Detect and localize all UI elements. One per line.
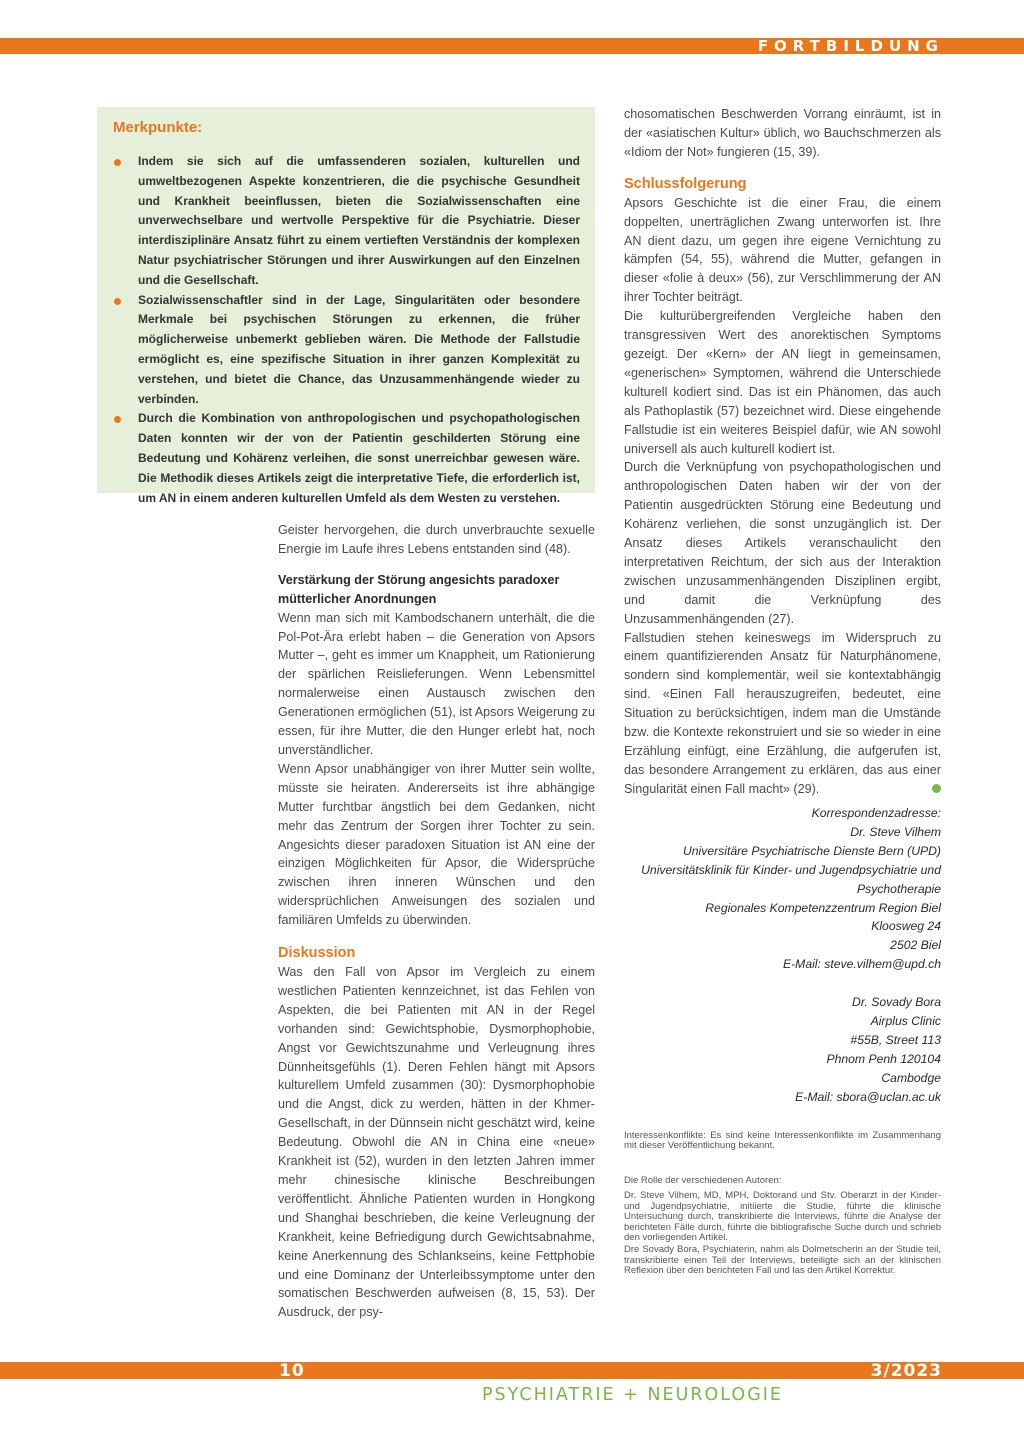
right-paragraph-3: Durch die Verknüpfung von psychopathologischen und anthropologischen Daten haben wir der von der Patientin ausgedrückten Störung eine Bedeutung und Kohärenz verliehen, die sonst unzugänglich ist. Der Ansatz dieses Artikels veranschaulicht den interpretativen Reichtum, der sich aus der Interaktion zwischen unzusammenhängenden Disziplinen ergibt, und damit die Verknüpfung des Unzusammenhängenden (27). — [624, 460, 941, 626]
address-line: Universitätsklinik für Kinder- und Jugendpsychiatrie und — [641, 862, 941, 877]
merkpunkte-item-text: Indem sie sich auf die umfassenderen sozialen, kulturellen und umweltbezogenen Aspekte konzentrieren, die die psychische Gesundheit und Krankheit beeinflussen, bieten die Sozialwissenschaften eine unverwechselbare und wertvolle Perspektive für die Psychiatrie. Dieser interdisziplinäre Ansatz führt zu einem vertieften Verständnis der komplexen Natur psychiatrischer Störungen und ihrer Auswirkungen auf den Einzelnen und die Gesellschaft. — [138, 154, 580, 287]
merkpunkte-title: Merkpunkte: — [113, 119, 203, 136]
right-intro-paragraph: chosomatischen Beschwerden Vorrang einräumt, ist in der «asiatischen Kultur» üblich, wo Bauchschmerzen als «Idiom der Not» fungieren (15, 39). — [624, 107, 941, 159]
address-line: Airplus Clinic — [870, 1013, 941, 1028]
bullet-icon — [114, 159, 121, 166]
merkpunkte-item-text: Durch die Kombination von anthropologischen und psychopathologischen Daten konnten wir der von der Patientin geschilderten Störung eine Bedeutung und Kohärenz verleihen, die sonst unerreichbar gewesen wäre. Die Methodik dieses Artikels zeigt die interpretative Tiefe, die erforderlich ist, um AN in einem anderen kulturellen Umfeld als dem Westen zu verstehen. — [138, 411, 580, 505]
bullet-icon — [114, 416, 121, 423]
email-link[interactable]: E-Mail: steve.vilhem@upd.ch — [782, 957, 941, 972]
page-number: 10 — [279, 1361, 305, 1381]
section-label: FORTBILDUNG — [757, 37, 944, 55]
journal-title: PSYCHIATRIE + NEUROLOGIE — [482, 1385, 783, 1405]
heading-diskussion: Diskussion — [278, 945, 356, 962]
merkpunkte-list — [113, 152, 580, 508]
correspondence-address — [611, 804, 941, 1106]
subheading-verstaerkung: Verstärkung der Störung angesichts paradoxer mütterlicher Anordnungen — [278, 572, 560, 606]
right-paragraph-4 — [624, 629, 941, 799]
right-paragraph-1: Apsors Geschichte ist die einer Frau, die einem doppelten, unerträglichen Zwang unterworfen ist. Ihre AN dient dazu, um gegen ihre eigene Vernichtung zu kämpfen (54, 55), während die Mutter, gefangen in dieser «folie à deux» (56), zur Verschlimmerung der AN ihrer Tochter beiträgt. — [624, 195, 941, 305]
address-line: Dr. Sovady Bora — [852, 995, 941, 1010]
address-line: Kloosweg 24 — [871, 919, 941, 934]
address-label: Korrespondenzadresse: — [811, 806, 941, 820]
merkpunkte-item — [113, 409, 580, 508]
end-marker-icon — [932, 784, 941, 793]
conflicts-note — [624, 1131, 941, 1152]
author-roles — [624, 1176, 941, 1277]
right-paragraph-2: Die kulturübergreifenden Vergleiche haben den transgressiven Wert des anorektischen Symptoms gezeigt. Der «Kern» der AN liegt in gemeinsamen, «generischen» Symptomen, während die Unterschiede kulturell kodiert sind. Das ist ein Phänomen, das auch als Pathoplastik (57) bezeichnet wird. Diese eingehende Fallstudie ist ein weiteres Beispiel dafür, wie AN sowohl universell als auch kulturell kodiert ist. — [624, 309, 941, 456]
merkpunkte-item-text: Sozialwissenschaftler sind in der Lage, Singularitäten oder besondere Merkmale bei psychischen Störungen zu erkennen, die früher möglicherweise unbemerkt geblieben wären. Die Methode der Fallstudie ermöglicht es, eine spezifische Situation in ihrer ganzen Komplexität zu verstehen, und bietet die Chance, das Unzusammenhängende wieder zu verbinden. — [138, 292, 580, 406]
address-line: Cambodge — [881, 1070, 941, 1085]
address-line: Psychotherapie — [856, 881, 941, 896]
conflicts-text: Interessenkonflikte: Es sind keine Interessenkonflikte im Zusammenhang mit dieser Veröffentlichung bekannt. — [624, 1130, 941, 1152]
address-line: Dr. Steve Vilhem — [850, 824, 941, 839]
right-column — [624, 105, 941, 799]
roles-title: Die Rolle der verschiedenen Autoren: — [624, 1175, 782, 1186]
left-paragraph-1: Wenn man sich mit Kambodschanern unterhält, die die Pol-Pot-Ära erlebt haben – die Generation von Apsors Mutter –, geht es immer um Knappheit, um Rationierung der spärlichen Reislieferungen. Wenn Lebensmittel normalerweise einen Austausch zwischen den Generationen ermöglichen (51), ist Apsors Weigerung zu essen, für ihre Mutter, die den Hunger erlebt hat, noch unverständlicher. — [278, 610, 595, 757]
address-line: 2502 Biel — [890, 938, 941, 953]
left-column — [278, 521, 595, 1322]
email-link[interactable]: E-Mail: sbora@uclan.ac.uk — [795, 1089, 941, 1104]
issue-number: 3/2023 — [870, 1361, 942, 1381]
merkpunkte-item — [113, 152, 580, 291]
bullet-icon — [114, 298, 121, 305]
address-line: #55B, Street 113 — [850, 1032, 941, 1047]
left-paragraph-3: Was den Fall von Apsor im Vergleich zu einem westlichen Patienten kennzeichnet, ist das Fehlen von Aspekten, die bei Patienten mit AN in der Regel vorhanden sind: Gewichtsphobie, Dysmorphophobie, Angst vor Gewichtszunahme und Verleugnung ihres Dünnheitsgefühls (1). Deren Fehlen hängt mit Apsors kulturellem Umfeld zusammen (30): Dysmorphophobie und die Angst, dick zu werden, hätten in der Khmer-Gesellschaft, in der Dünnsein nicht geschätzt wird, keine Bedeutung. Obwohl die AN in China eine «neue» Krankheit ist (52), wurden in den letzten Jahren immer mehr chinesische klinische Beschreibungen veröffentlicht. Ähnliche Patienten wurden in Hongkong und Shanghai beschrieben, die keine Verleugnung der Krankheit, keine Befriedigung durch Gewichtsabnahme, keine Anerkennung des Schlankseins, keine Fettphobie und eine Dominanz der Unterleibssymptome unter den somatischen Beschwerden aufweisen (8, 15, 53). Der Ausdruck, der psy- — [278, 965, 595, 1320]
role-text: Dre Sovady Bora, Psychiaterin, nahm als Dolmetscherin an der Studie teil, transkribierte einen Teil der Interviews, beteiligte sich an der klinischen Reflexion über den berichteten Fall und las den Artikel Korrektur. — [624, 1244, 941, 1277]
left-intro-paragraph: Geister hervorgehen, die durch unverbrauchte sexuelle Energie im Laufe ihres Lebens entstanden sind (48). — [278, 523, 595, 556]
left-paragraph-2: Wenn Apsor unabhängiger von ihrer Mutter sein wollte, müsste sie heiraten. Andererseits ist ihre abhängige Mutter furchtbar ängstlich bei dem Gedanken, nicht mehr das Zentrum der Sorgen ihrer Tochter zu sein. Angesichts dieser paradoxen Situation ist AN eine der einzigen Möglichkeiten für Apsor, die Widersprüche zwischen ihren inneren Wünschen und den widersprüchlichen Anweisungen des sozialen und familiären Umfelds zu überwinden. — [278, 761, 595, 928]
address-line: Phnom Penh 120104 — [826, 1051, 941, 1066]
merkpunkte-item — [113, 291, 580, 410]
heading-schlussfolgerung: Schlussfolgerung — [624, 175, 747, 192]
address-line: Regionales Kompetenzzentrum Region Biel — [705, 900, 941, 915]
address-line: Universitäre Psychiatrische Dienste Bern (UPD) — [682, 843, 941, 858]
role-text: Dr. Steve Vilhem, MD, MPH, Doktorand und Stv. Oberarzt in der Kinder- und Jugendpsychiatrie, initiierte die Studie, führte die klinische Untersuchung durch, transkribierte die Interviews, führte die Analyse der berichteten Fälle durch, führte die bibliografische Suche durch und schrieb den vorliegenden Artikel. — [624, 1190, 941, 1244]
right-paragraph-4-text: Fallstudien stehen keineswegs im Widerspruch zu einem quantifizierenden Ansatz für Naturphänomene, sondern sind komplementär, weil sie kontextabhängig sind. «Einen Fall herauszugreifen, bedeutet, eine Situation zu berücksichtigen, indem man die Umstände bzw. die Kontexte rekonstruiert und sie so wieder in eine Erzählung einfügt, eine Erzählung, die aufgerufen ist, das besondere Arrangement zu erklären, das aus einer Singularität einen Fall macht» (29). — [624, 630, 941, 796]
